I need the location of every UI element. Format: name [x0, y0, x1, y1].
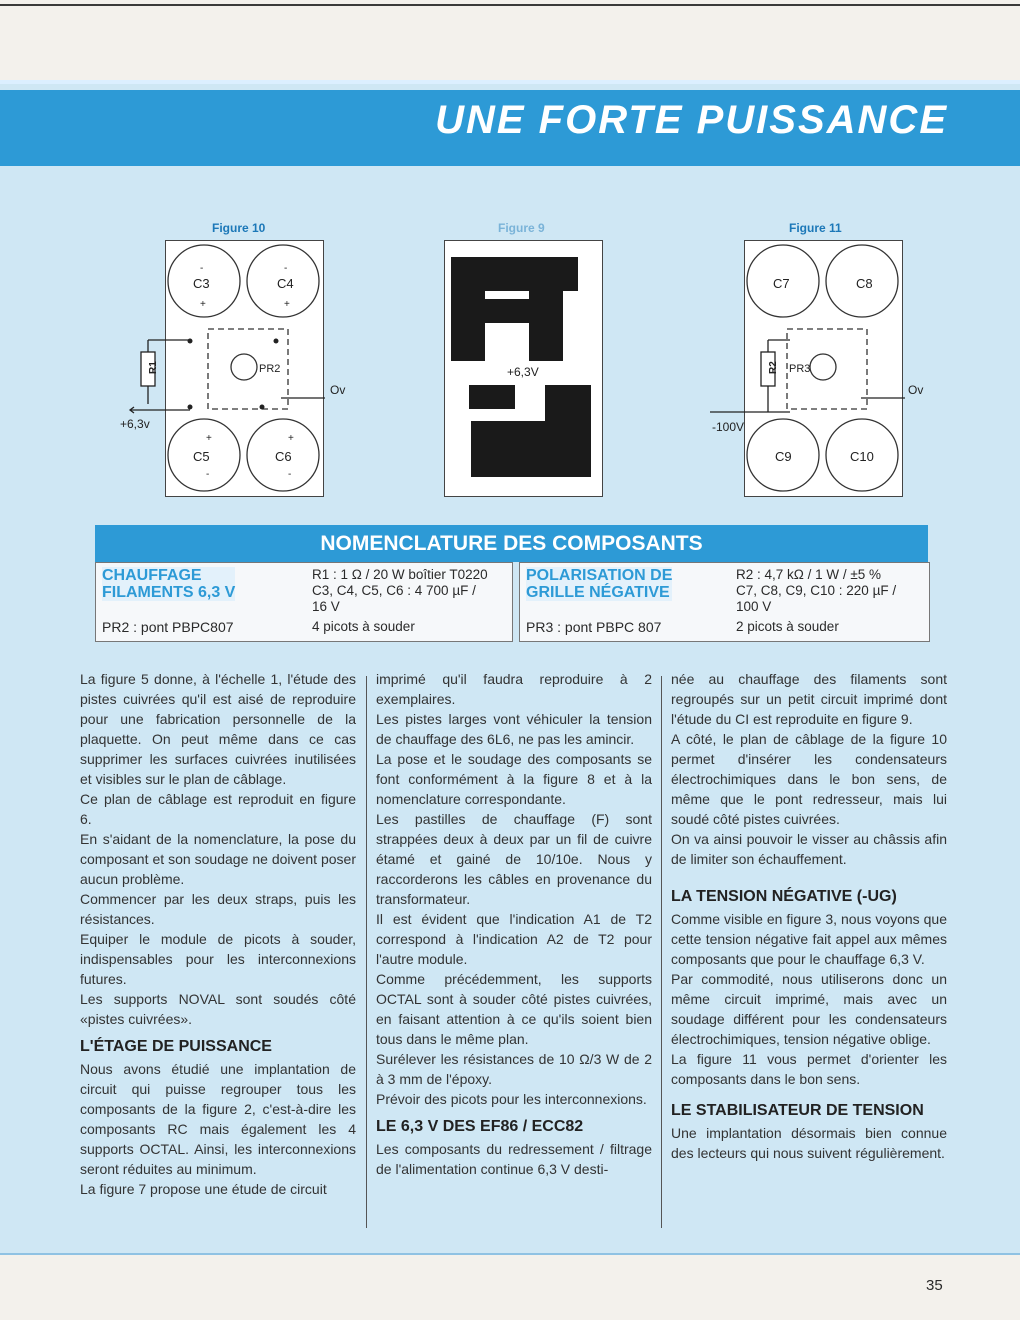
col2-para-3: La pose et le soudage des composants se font conformément à la figure 8 et à la nomenclature correspondante.	[376, 751, 652, 807]
figure-10-label: Figure 10	[212, 221, 266, 235]
col1-para-5: Equiper le module de picots à souder, indispensables pour les interconnexions futures.	[80, 931, 356, 987]
nomenclature-left-heading-2: FILAMENTS 6,3 V	[102, 584, 236, 601]
col3-para-4: Comme visible en figure 3, nous voyons que cette tension négative fait appel aux mêmes composants que pour le chauffage 6,3 V.	[671, 911, 947, 967]
col3-para-6: La figure 11 vous permet d'orienter les composants dans le bon sens.	[671, 1051, 947, 1087]
figure-11-label: Figure 11	[789, 221, 842, 235]
col1-para-2: Ce plan de câblage est reproduit en figure 6.	[80, 791, 356, 827]
c8-label: C8	[856, 276, 873, 291]
heading-etage-puissance: L'ÉTAGE DE PUISSANCE	[80, 1038, 272, 1055]
col1-para-7: Nous avons étudié une implantation de circuit qui puisse regrouper tous les composants de la figure 2, c'est-à-dire les composants RC mais également les 4 supports OCTAL. Ainsi, les interconnexions seront réduites au minimum.	[80, 1061, 356, 1177]
nomenclature-right-v2: C7, C8, C9, C10 : 220 µF /	[736, 583, 897, 598]
c5-label: C5	[193, 449, 210, 464]
c5-plus: +	[206, 433, 212, 444]
title-bar	[0, 90, 1020, 166]
nomenclature-right-values	[736, 567, 896, 635]
col3-para-2: A côté, le plan de câblage de la figure 10 permet d'insérer les condensateurs électrochimiques dans le bon sens, de même que le pont redresseur, mais lui soudé côté pistes cuivrées.	[671, 731, 947, 827]
nomenclature-left-heading	[102, 567, 235, 601]
c3-minus: -	[200, 263, 204, 274]
col1-para-3: En s'aidant de la nomenclature, la pose du composant et son soudage ne doivent poser aucun problème.	[80, 831, 356, 887]
c5-minus: -	[206, 469, 210, 480]
fig11-100v-label: -100V	[712, 420, 745, 434]
r1-label: R1	[148, 361, 159, 374]
col1-para-1: La figure 5 donne, à l'échelle 1, l'étude des pistes cuivrées qu'il est aisé de reproduire pour une fabrication personnelle de la plaquette. On peut même dans ce cas supprimer les surfaces cuivrées inutilisées et visibles sur le plan de câblage.	[80, 671, 356, 787]
column-divider-2	[661, 676, 662, 1228]
text-column-1	[80, 669, 356, 1199]
fig11-ov-label: Ov	[908, 383, 924, 397]
nomenclature-bar	[95, 525, 928, 562]
figure-10-external-wires	[120, 330, 350, 430]
c3-plus: +	[200, 299, 206, 310]
bottom-rule	[0, 1253, 1020, 1255]
nomenclature-right-v1: R2 : 4,7 kΩ / 1 W / ±5 %	[736, 567, 882, 582]
col3-para-7: Une implantation désormais bien connue des lecteurs qui nous suivent régulièrement.	[671, 1125, 947, 1161]
r2-label: R2	[768, 361, 779, 374]
figure-11-external-wires	[700, 330, 930, 440]
c4-label: C4	[277, 276, 294, 291]
col2-para-5: Il est évident que l'indication A1 de T2 correspond à l'indication A2 de T2 pour l'autre module.	[376, 911, 652, 967]
pr3-label: PR3	[789, 363, 811, 375]
col2-para-1: imprimé qu'il faudra reproduire à 2 exemplaires.	[376, 671, 652, 707]
nomenclature-left	[95, 562, 513, 642]
page-number: 35	[926, 1277, 943, 1294]
col2-para-8: Prévoir des picots pour les interconnexions.	[376, 1091, 647, 1107]
c10-label: C10	[850, 449, 874, 464]
top-rule	[0, 4, 1020, 6]
col2-para-4: Les pastilles de chauffage (F) sont strappées deux à deux par un fil de cuivre étamé et gainé de 10/10e. Nous y raccorderons les câbles en provenance du transformateur.	[376, 811, 652, 907]
figure-9-pcb	[444, 240, 603, 497]
col1-para-8: La figure 7 propose une étude de circuit	[80, 1181, 327, 1197]
figure-9-label: Figure 9	[498, 221, 545, 235]
nomenclature-left-v3: 16 V	[312, 599, 340, 614]
nomenclature-left-v1: R1 : 1 Ω / 20 W boîtier T0220	[312, 567, 488, 582]
col2-para-6: Comme précédemment, les supports OCTAL sont à souder côté pistes cuivrées, en faisant attention à ce qu'ils soient bien tous dans le même plan.	[376, 971, 652, 1047]
nomenclature-right-v3: 100 V	[736, 599, 772, 614]
text-column-3	[671, 669, 947, 1163]
nomenclature-title: NOMENCLATURE DES COMPOSANTS	[320, 532, 703, 555]
nomenclature-left-v4: 4 picots à souder	[312, 619, 415, 634]
col2-para-7: Surélever les résistances de 10 Ω/3 W de 2 à 3 mm de l'époxy.	[376, 1051, 652, 1087]
heading-63v-ef86: LE 6,3 V DES EF86 / ECC82	[376, 1118, 584, 1135]
col2-para-2: Les pistes larges vont véhiculer la tension de chauffage des 6L6, ne pas les amincir.	[376, 711, 652, 747]
c6-label: C6	[275, 449, 292, 464]
nomenclature-left-heading-1: CHAUFFAGE	[102, 567, 202, 584]
nomenclature-right-heading-1: POLARISATION DE	[526, 567, 673, 584]
c9-label: C9	[775, 449, 792, 464]
c6-plus: +	[288, 433, 294, 444]
column-divider-1	[366, 676, 367, 1228]
col3-para-5: Par commodité, nous utiliserons donc un même circuit imprimé, mais avec un soudage différent pour les condensateurs électrochimiques, tension négative oblige.	[671, 971, 947, 1047]
col1-para-6: Les supports NOVAL sont soudés côté «pistes cuivrées».	[80, 991, 356, 1027]
c3-label: C3	[193, 276, 210, 291]
c6-minus: -	[288, 469, 292, 480]
heading-stabilisateur: LE STABILISATEUR DE TENSION	[671, 1102, 924, 1119]
nomenclature-right-heading-2: GRILLE NÉGATIVE	[526, 584, 670, 601]
nomenclature-right-heading	[526, 567, 672, 601]
nomenclature-right-pr: PR3 : pont PBPC 807	[526, 619, 662, 635]
nomenclature-right	[519, 562, 930, 642]
fig9-63v-label: +6,3V	[507, 365, 539, 379]
col1-para-4: Commencer par les deux straps, puis les résistances.	[80, 891, 356, 927]
nomenclature-right-v4: 2 picots à souder	[736, 619, 839, 634]
text-column-2	[376, 669, 652, 1179]
fig10-ov-label: Ov	[330, 383, 346, 397]
col3-para-1: née au chauffage des filaments sont regroupés sur un petit circuit imprimé dont l'étude du CI est reproduite en figure 9.	[671, 671, 947, 727]
page-title: UNE FORTE PUISSANCE	[435, 98, 948, 142]
pr2-label: PR2	[259, 363, 281, 375]
nomenclature-left-v2: C3, C4, C5, C6 : 4 700 µF /	[312, 583, 476, 598]
band-strip	[0, 80, 1020, 84]
col3-para-3: On va ainsi pouvoir le visser au châssis afin de limiter son échauffement.	[671, 831, 947, 867]
c4-minus: -	[284, 263, 288, 274]
nomenclature-left-values	[312, 567, 488, 635]
fig10-63v-label: +6,3v	[120, 417, 150, 430]
c7-label: C7	[773, 276, 790, 291]
col2-para-9: Les composants du redressement / filtrage de l'alimentation continue 6,3 V desti-	[376, 1141, 652, 1177]
c4-plus: +	[284, 299, 290, 310]
nomenclature-left-pr: PR2 : pont PBPC807	[102, 619, 234, 635]
heading-tension-negative: LA TENSION NÉGATIVE (-UG)	[671, 888, 897, 905]
